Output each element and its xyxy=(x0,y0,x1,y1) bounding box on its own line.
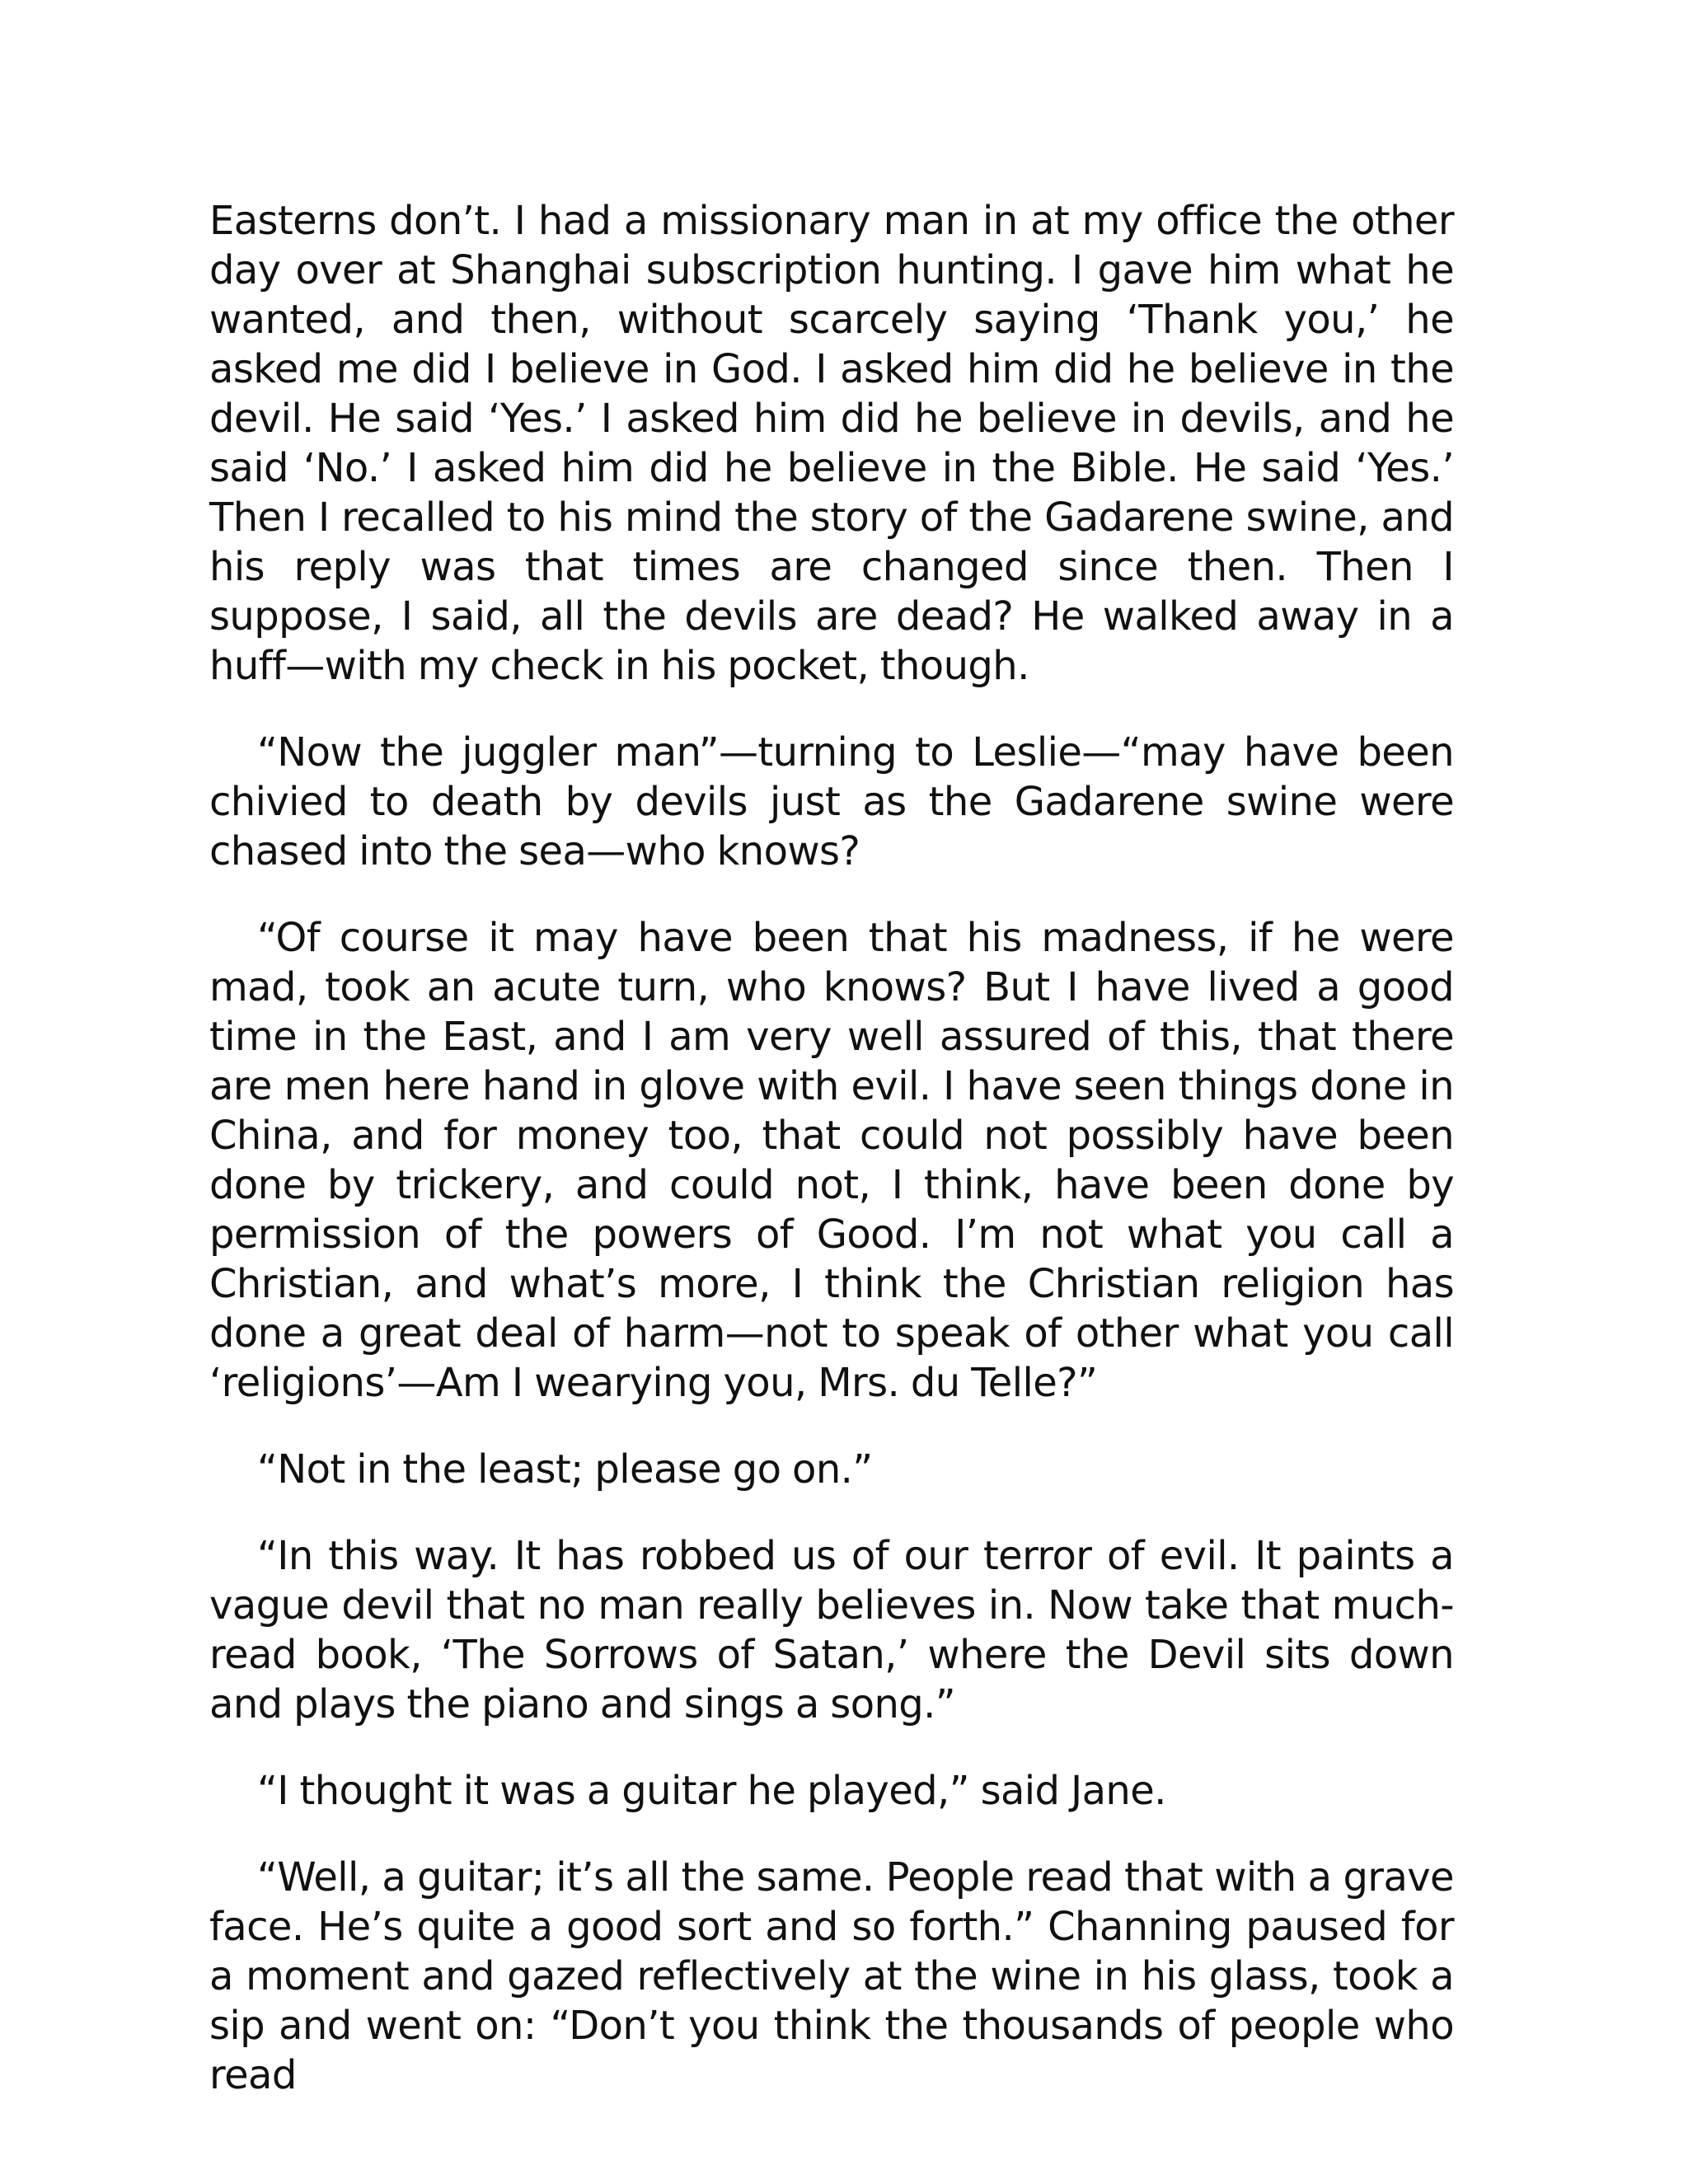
paragraph-4: “Not in the least; please go on.” xyxy=(257,1446,873,1493)
paragraph-7: “Well, a guitar; it’s all the same. People read that with a grave face. He’s quite a good sort and so forth.” Channing paused for a moment and gazed reflectively at the wine in his glass, took a sip and went on: “Don’t you think the thousands of people who read xyxy=(209,1854,1454,2098)
paragraph-1: Easterns don’t. I had a missionary man in at my office the other day over at Shanghai subscription hunting. I gave him what he wanted, and then, without scarcely saying ‘Thank you,’ he asked me did I believe in God. I asked him did he believe in the devil. He said ‘Yes.’ I asked him did he believe in devils, and he said ‘No.’ I asked him did he believe in the Bible. He said ‘Yes.’ Then I recalled to his mind the story of the Gadarene swine, and his reply was that times are changed since then. Then I suppose, I said, all the devils are dead? He walked away in a huff—with my check in his pocket, though. xyxy=(209,198,1454,689)
book-page xyxy=(209,196,1454,2100)
paragraph-6: “I thought it was a guitar he played,” said Jane. xyxy=(257,1768,1166,1814)
paragraph-2: “Now the juggler man”—turning to Leslie—“may have been chivied to death by devils just as the Gadarene swine were chased into the sea—who knows? xyxy=(209,729,1454,874)
paragraph-5: “In this way. It has robbed us of our terror of evil. It paints a vague devil that no man really believes in. Now take that much-read book, ‘The Sorrows of Satan,’ where the Devil sits down and plays the piano and sings a song.” xyxy=(209,1533,1454,1727)
paragraph-3: “Of course it may have been that his madness, if he were mad, took an acute turn, who knows? But I have lived a good time in the East, and I am very well assured of this, that there are men here hand in glove with evil. I have seen things done in China, and for money too, that could not possibly have been done by trickery, and could not, I think, have been done by permission of the powers of Good. I’m not what you call a Christian, and what’s more, I think the Christian religion has done a great deal of harm—not to speak of other what you call ‘religions’—Am I wearying you, Mrs. du Telle?” xyxy=(209,915,1454,1406)
